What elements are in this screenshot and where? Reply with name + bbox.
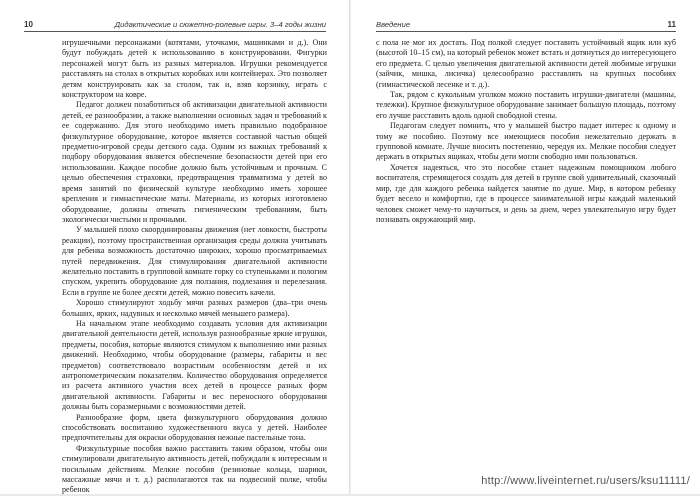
paragraph: с пола не мог их достать. Под полкой следует поставить устойчивый ящик или куб (высотой 10–15 см), на который ребенок может встать и дотянуться до интересующего его предмета. С целью увеличения двигательной активности детей любимые игрушки (зайчик, мишка, лисичка) целесообразно расставлять на крупных пособиях (гимнастической лесенке и т. д.). — [376, 38, 676, 89]
right-page-number: 11 — [667, 20, 676, 29]
paragraph: Хорошо стимулируют ходьбу мячи разных размеров (два–три очень больших, ярких, надувных и несколько мячей меньшего размера). — [62, 298, 327, 318]
right-running-header — [376, 19, 676, 32]
paragraph: Физкультурные пособия важно расставить таким образом, чтобы они стимулировали двигательную активность детей, побуждали к интересным и посильным действиям. Мелкие пособия (резиновые кольца, шарики, массажные мячи и т. д.) располагаются так на подвесной полке, чтобы ребенок — [62, 443, 327, 495]
left-page — [0, 0, 349, 494]
left-running-title: Дидактические и сюжетно-ролевые игры. 3–4 годы жизни — [114, 20, 326, 29]
paragraph: Педагог должен позаботиться об активизации двигательной активности детей, ее разнообразии, а также выполнении основных задач и требований к ее содержанию. Для этого необходимо иметь правильно подобранное физкультурное оборудование, которое является составной частью общей предметно-игровой среды детского сада. Одним из важных требований к подбору оборудования является обеспечение безопасности детей при его использовании. Каждое пособие должно быть устойчивым и прочным. С целью обеспечения страховки, предотвращения травматизма у детей во время занятий по физической культуре необходимо иметь хорошее крепления и гимнастические маты. Материалы, из которых изготовлено оборудование, должны отвечать гигиеническим требованиям, быть экологически чистыми и прочными. — [62, 100, 327, 224]
paragraph: У малышей плохо скоординированы движения (нет ловкости, быстроты реакции), поэтому пространственная организация среды должна учитывать для ребенка возможность достаточно широких, хорошо просматриваемых путей передвижения. Для стимулирования двигательной активности желательно поставить в групповой комнате горку со ступеньками и пологим спуском, укрепить оборудование для ползания, подлезания и перелезания. Если в группе не более десяти детей, можно повесить качели. — [62, 225, 327, 297]
paragraph: игрушечными персонажами (котятами, уточками, машинками и д.). Они будут побуждать детей к использованию в конструировании. Фигурки персонажей могут быть из разных материалов. Игрушки рекомендуется расставлять на столах в открытых коробках или контейнерах. Это позволяет детям конструировать как за столом, так и, взяв корзинку, играть с конструктором на ковре. — [62, 38, 327, 100]
right-page — [351, 0, 700, 494]
right-running-title: Введение — [376, 20, 411, 29]
paragraph: Так, рядом с кукольным уголком можно поставить игрушки-двигатели (машины, тележки). Крупное физкультурное оборудование занимает большую площадь, поэтому его лучше расставить вдоль одной свободной стены. — [376, 90, 676, 120]
watermark-url: http://www.liveinternet.ru/users/ksu11111/ — [481, 475, 690, 487]
right-body-text — [376, 38, 676, 225]
left-page-number: 10 — [24, 20, 33, 29]
paragraph: Разнообразие форм, цвета физкультурного оборудования должно способствовать воспитанию художественного вкуса у детей. Наиболее предпочтительны для окраски оборудования нежные пастельные тона. — [62, 412, 327, 443]
paragraph: На начальном этапе необходимо создавать условия для активизации двигательной деятельности детей, используя разнообразные яркие игрушки, предметы, пособия, которые являются стимулом к выполнению ими разных движений. Необходимо, чтобы оборудование (размеры, габариты и вес предметов) соответствовало возрастным особенностям детей и их антропометрическим показателям. Количество оборудования определяется из расчета активного участия всех детей в процессе разных форм двигательной активности. Габариты и вес переносного оборудования должны быть соразмерными с возможностями детей. — [62, 318, 327, 412]
paragraph: Педагогам следует помнить, что у малышей быстро падает интерес к одному и тому же пособию. Поэтому все имеющиеся пособия нежелательно держать в групповой комнате. Лучше вносить постепенно, чередуя их. Мелкие пособия следует держать в открытых ящиках, чтобы дети могли свободно ими пользоваться. — [376, 121, 676, 162]
left-running-header — [24, 19, 326, 32]
left-body-text — [62, 38, 327, 496]
paragraph: Хочется надеяться, что это пособие станет надежным помощником любого воспитателя, стремящегося создать для детей в группе свой удивительный, сказочный мир, где для каждого ребенка найдется занятие по душе. Мир, в котором ребенку будет весело и комфортно, где в процессе занимательной игры каждый маленький человек сможет чему-то научиться, и день за днем, через увлекательную игру будет познавать окружающий мир. — [376, 162, 676, 224]
